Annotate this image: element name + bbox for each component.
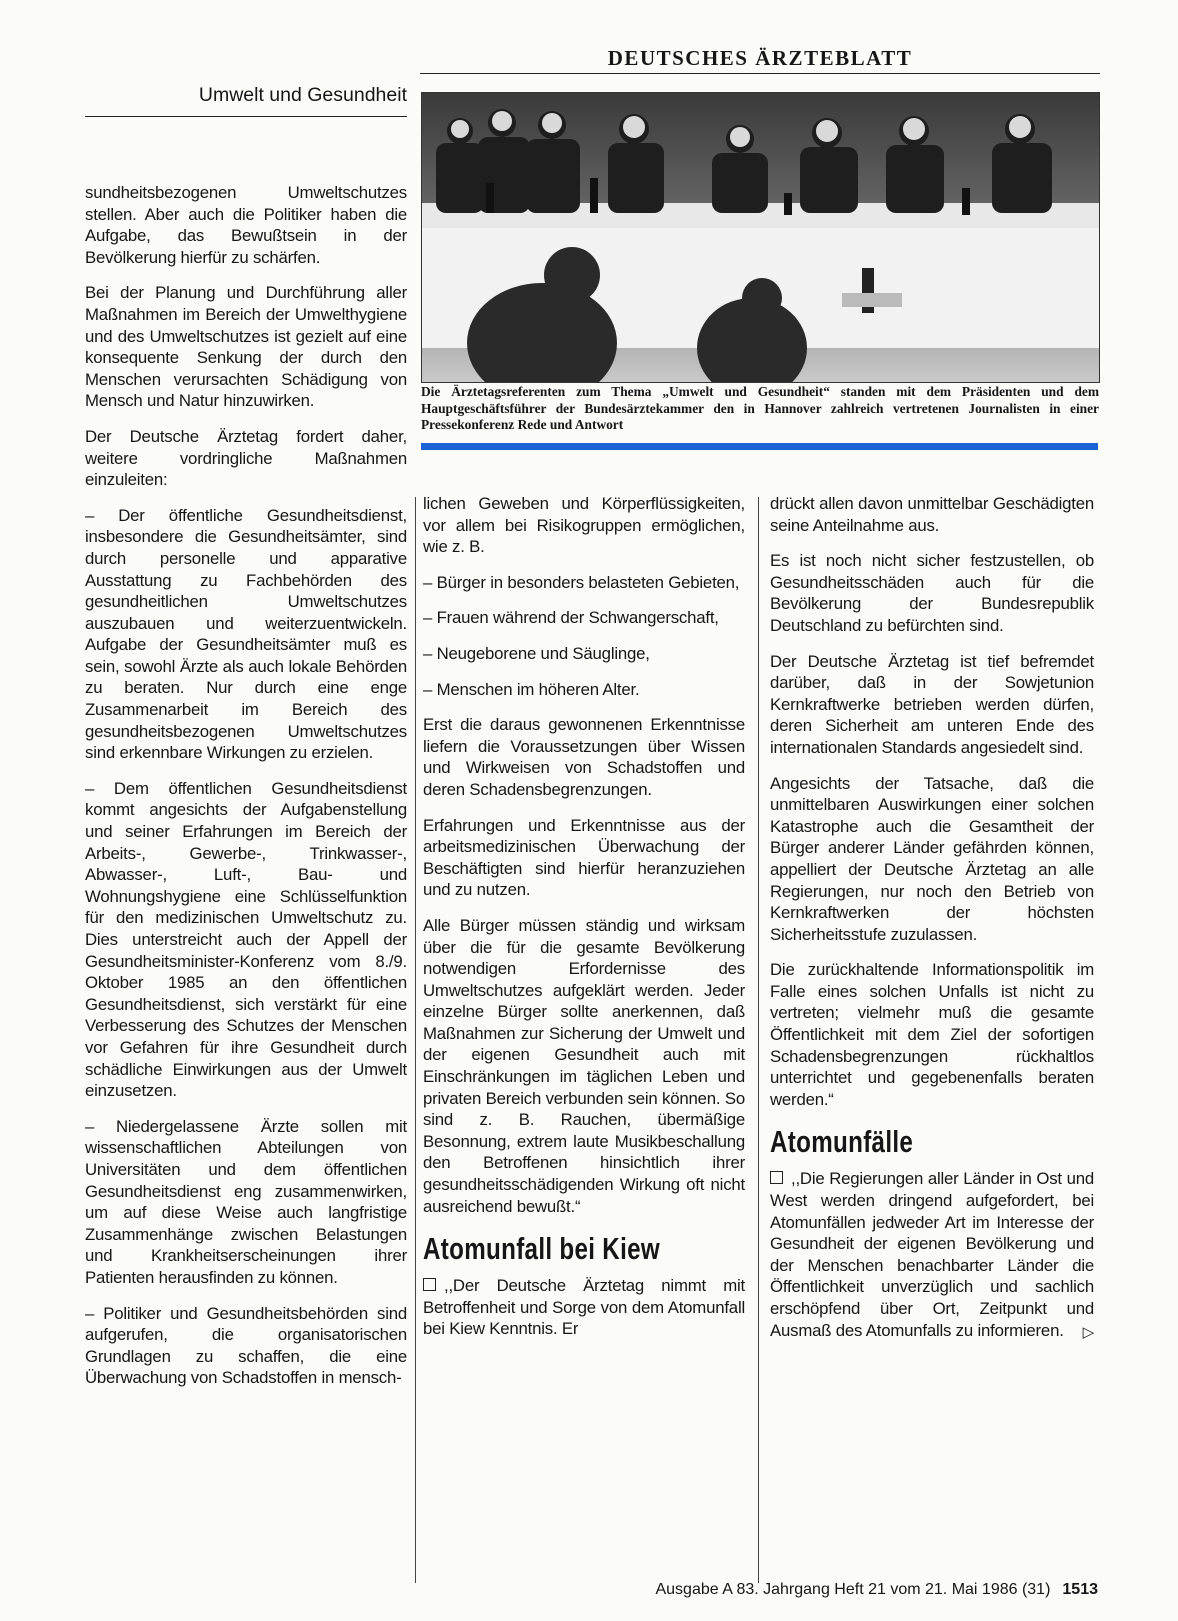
text-column-3 <box>770 493 1094 1355</box>
paragraph: Bei der Planung und Durchführung aller Maßnahmen im Bereich der Umwelthygiene und des Umweltschutzes ist gezielt auf eine konsequente Senkung der durch den Menschen verursachten Schädigung von Mensch und Natur hinzuwirken. <box>85 283 407 411</box>
paragraph: lichen Geweben und Körperflüssigkeiten, vor allem bei Risikogruppen ermöglichen, wie z. B. <box>423 494 745 557</box>
paragraph: – Der öffentliche Gesundheitsdienst, insbesondere die Gesundheitsämter, sind durch personelle und apparative Ausstattung zu Fachbehörden des gesundheitlichen Umweltschutzes auszubauen und weiterzuentwickeln. Aufgabe der Gesundheitsämter muß es sein, sowohl Ärzte als auch lokale Behörden zu beraten. Nur durch eine enge Zusammenarbeit im Bereich des gesundheitsbezogenen Umweltschutzes sind erkennbare Wirkungen zu erzielen. <box>85 505 407 763</box>
paragraph: Der Deutsche Ärztetag fordert daher, weitere vordringliche Maßnahmen einzuleiten: <box>85 426 407 490</box>
paragraph: Alle Bürger müssen ständig und wirksam über die für die gesamte Bevölkerung notwendigen Erfordernisse des Umweltschutzes aufgeklärt werden. Jeder einzelne Bürger sollte anerkennen, daß Maßnahmen zur Sicherung der Umwelt und der eigenen Gesundheit auch mit Einschränkungen im täglichen Leben und privaten Bereich verbunden sein können. So sind z. B. Rauchen, übermäßige Besonnung, extrem laute Musikbeschallung den Betroffenen hinsichtlich ihrer gesundheitsschädigenden Wirkung oft nicht ausreichend bewußt.“ <box>423 915 745 1216</box>
paragraph: Angesichts der Tatsache, daß die unmittelbaren Auswirkungen einer solchen Katastrophe auch die Gesamtheit der Bürger anderer Länder gefährden können, appelliert der Deutsche Ärztetag an alle Regierungen, nur noch den Betrieb von Kernkraftwerken der höchsten Sicherheitsstufe zuzulassen. <box>770 773 1094 944</box>
continue-triangle-icon: ▷ <box>1082 1323 1094 1341</box>
paragraph-text: ,,Der Deutsche Ärztetag nimmt mit Betroffenheit und Sorge von dem Atomunfall bei Kiew Kenntnis. Er <box>423 1276 745 1339</box>
journal-masthead: DEUTSCHES ÄRZTEBLATT <box>607 46 913 70</box>
paragraph-text: ,,Die Regierungen aller Länder in Ost und West werden dringend aufgefordert, bei Atomunfällen jedweder Art im Interesse der Gesundheit der eigenen Bevölkerung und der Menschen benachbarter Länder die Öffentlichkeit unverzüglich und sachlich erschöpfend über Ort, Zeitpunkt und Ausmaß des Atomunfalls zu informieren. <box>770 1169 1094 1340</box>
paragraph <box>423 1275 745 1340</box>
heading-atomunfall-bei-kiew: Atomunfall bei Kiew <box>423 1231 660 1267</box>
column-rule-1 <box>415 497 416 1583</box>
heading-atomunfaelle: Atomunfälle <box>770 1124 914 1160</box>
paragraph: – Politiker und Gesundheitsbehörden sind aufgerufen, die organisatorischen Grundlagen zu schaffen, die eine Überwachung von Schadstoffen in mensch- <box>85 1303 407 1388</box>
list-item: – Menschen im höheren Alter. <box>423 679 640 699</box>
paragraph: – Dem öffentlichen Gesundheitsdienst kommt angesichts der Aufgabenstellung und seiner Erfahrungen im Bereich der Arbeits-, Gewerbe-, Trinkwasser-, Abwasser-, Luft-, Bau- und Wohnungshygiene eine Schlüsselfunktion für den medizinischen Umweltschutz zu. Dies unterstreicht auch der Appell der Gesundheitsminister-Konferenz vom 8./9. Oktober 1985 an den öffentlichen Gesundheitsdienst, sich verstärkt für eine Verbesserung des Schutzes der Menschen vor Gefahren für ihre Gesundheit durch schädliche Einwirkungen aus der Umwelt einzusetzen. <box>85 778 407 1101</box>
section-rule <box>85 116 407 117</box>
paragraph: Es ist noch nicht sicher festzustellen, ob Gesundheitsschäden auch für die Bevölkerung der Bundesrepublik Deutschland zu befürchten sind. <box>770 551 1094 635</box>
press-conference-photo <box>421 92 1100 383</box>
column-rule-2 <box>758 497 759 1583</box>
paragraph: drückt allen davon unmittelbar Geschädigten seine Anteilnahme aus. <box>770 494 1094 535</box>
paragraph: Erfahrungen und Erkenntnisse aus der arbeitsmedizinischen Überwachung der Beschäftigten sind hierfür heranzuziehen und zu nutzen. <box>423 815 745 900</box>
paragraph: Der Deutsche Ärztetag ist tief befremdet darüber, daß in der Sowjetunion Kernkraftwerke betrieben werden dürfen, deren Sicherheit am unteren Ende des internationalen Standards angesiedelt sind. <box>770 651 1094 757</box>
caption-accent-bar <box>421 443 1098 450</box>
paragraph: Erst die daraus gewonnenen Erkenntnisse liefern die Voraussetzungen über Wissen und Wirkweisen von Schadstoffen und deren Schadensbegrenzungen. <box>423 715 745 799</box>
page-footer <box>530 1581 1098 1599</box>
paragraph: Die zurückhaltende Informationspolitik im Falle eines solchen Unfalls ist nicht zu vertreten; vielmehr muß die gesamte Öffentlichkeit mit dem Ziel der sofortigen Schadensbegrenzungen rückhaltlos unterrichtet und gegebenenfalls beraten werden.“ <box>770 960 1094 1109</box>
list-item: – Frauen während der Schwangerschaft, <box>423 608 719 628</box>
paragraph: – Niedergelassene Ärzte sollen mit wissenschaftlichen Abteilungen von Universitäten und dem öffentlichen Gesundheitsdienst eng zusammenwirken, um auf diese Weise auch langfristige Zusammenhänge zwischen Belastungen und Krankheitserscheinungen ihrer Patienten herausfinden zu können. <box>85 1116 407 1287</box>
masthead-rule <box>420 73 1100 74</box>
page-number: 1513 <box>1062 1581 1098 1598</box>
text-column-1 <box>85 182 407 1403</box>
checkbox-square-icon <box>770 1171 783 1184</box>
paragraph: sundheitsbezogenen Umweltschutzes stellen. Aber auch die Politiker haben die Aufgabe, das Bewußtsein in der Bevölkerung hierfür zu schärfen. <box>85 183 407 267</box>
checkbox-square-icon <box>423 1278 436 1291</box>
text-column-2 <box>423 493 745 1354</box>
list-item: – Neugeborene und Säuglinge, <box>423 643 650 663</box>
photo-caption: Die Ärztetagsreferenten zum Thema „Umwelt und Gesundheit“ standen mit dem Präsidenten und dem Hauptgeschäftsführer der Bundesärztekammer den in Hannover zahlreich vertretenen Journalisten in einer Pressekonferenz Rede und Antwort <box>421 384 1099 432</box>
issue-info: Ausgabe A 83. Jahrgang Heft 21 vom 21. Mai 1986 (31) <box>655 1581 1051 1598</box>
section-label: Umwelt und Gesundheit <box>198 84 407 106</box>
list-item: – Bürger in besonders belasteten Gebieten, <box>423 572 740 592</box>
paragraph <box>770 1168 1094 1341</box>
